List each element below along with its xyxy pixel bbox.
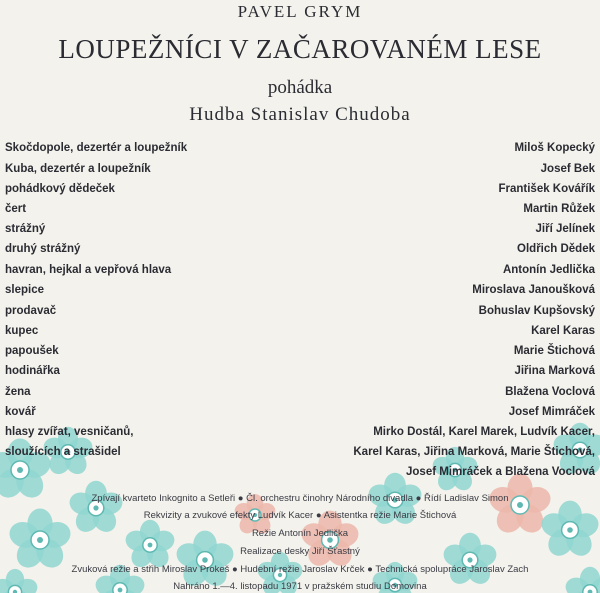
cast-actor: Josef Mimráček <box>508 406 595 418</box>
credits-line: Režie Antonín Jedlička <box>251 528 349 539</box>
author-name: PAVEL GRYM <box>237 2 363 21</box>
music-credit: Hudba Stanislav Chudoba <box>189 104 411 125</box>
credits-line: Rekvizity a zvukové efekty Ludvík Kacer ● Asistentka režie Marie Štichová <box>143 510 457 521</box>
cast-role: pohádkový dědeček <box>5 183 115 195</box>
cast-role: papoušek <box>5 345 59 357</box>
credits-line: Zvuková režie a střih Miroslav Prokeš ● Hudební režie Jaroslav Krček ● Technická spolupráce Jaroslav Zach <box>71 564 529 575</box>
voices-role: sloužících a strašidel <box>5 446 121 458</box>
cast-role: kupec <box>5 325 39 337</box>
cast-actor: Josef Bek <box>540 163 595 175</box>
credits-line: Zpívají kvarteto Inkognito a Setleři ● Čl. orchestru činohry Národního divadla ● Řídí Ladislav Simon <box>91 493 509 504</box>
cast-actor: Jiřina Marková <box>514 365 595 377</box>
cast-role: slepice <box>5 284 44 296</box>
cast-actor: Miloš Kopecký <box>514 142 595 154</box>
cast-role: čert <box>5 203 27 215</box>
cast-role: havran, hejkal a vepřová hlava <box>5 264 172 276</box>
voices-actors: Karel Karas, Jiřina Marková, Marie Štichová, <box>353 446 595 458</box>
cast-actor: Marie Štichová <box>513 345 595 357</box>
cast-actor: Miroslava Janoušková <box>472 284 595 296</box>
cast-role: hodinářka <box>5 365 60 377</box>
cast-actor: František Kovářík <box>498 183 595 195</box>
cast-actor: Antonín Jedlička <box>502 264 595 276</box>
subtitle: pohádka <box>267 77 333 98</box>
cast-actor: Martin Růžek <box>523 203 595 215</box>
cast-role: prodavač <box>5 305 57 317</box>
cast-role: žena <box>5 386 31 398</box>
cast-actor: Karel Karas <box>531 325 595 337</box>
credits-line: Realizace desky Jiří Šťastný <box>240 546 360 557</box>
cast-actor: Jiří Jelínek <box>535 223 595 235</box>
credits-line: Nahráno 1.—4. listopadu 1971 v pražském studiu Domovina <box>173 581 427 592</box>
voices-actors: Josef Mimráček a Blažena Voclová <box>406 466 595 478</box>
voices-actors: Mirko Dostál, Karel Marek, Ludvík Kacer, <box>373 426 595 438</box>
cast-actor: Bohuslav Kupšovský <box>478 305 595 317</box>
cast-actor: Blažena Voclová <box>505 386 595 398</box>
page-title: LOUPEŽNÍCI V ZAČAROVANÉM LESE <box>58 34 542 64</box>
cast-role: Skočdopole, dezertér a loupežník <box>5 142 188 154</box>
cast-actor: Oldřich Dědek <box>517 243 595 255</box>
cast-role: Kuba, dezertér a loupežník <box>5 163 151 175</box>
cast-role: druhý strážný <box>5 243 81 255</box>
voices-role: hlasy zvířat, vesničanů, <box>5 426 134 438</box>
cast-role: kovář <box>5 406 36 418</box>
cast-role: strážný <box>5 223 46 235</box>
